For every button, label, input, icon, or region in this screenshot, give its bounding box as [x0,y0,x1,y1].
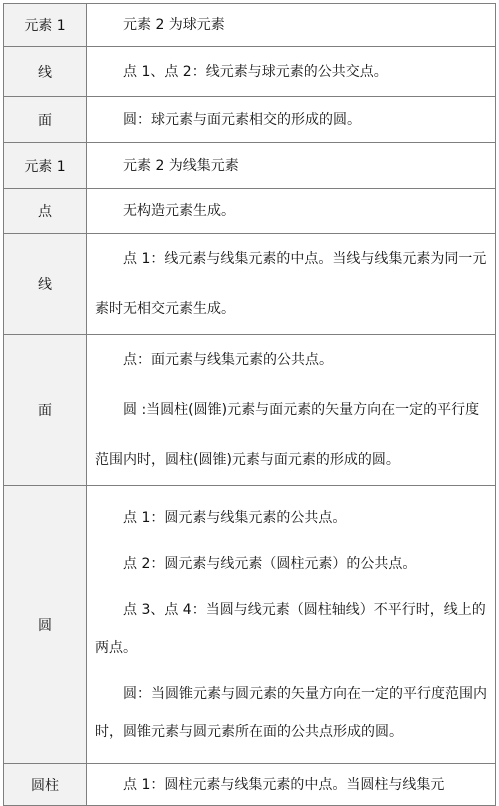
row-text: 点 1：线元素与线集元素的中点。当线与线集元素为同一元素时无相交元素生成。 [95,251,487,317]
row-description [87,486,496,764]
row-text: 元素 2 为线集元素 [123,157,239,174]
row-description [87,47,496,97]
row-text: 点：面元素与线集元素的公共点。 [123,352,333,368]
row-text: 点 2：圆元素与线元素（圆柱元素）的公共点。 [123,555,417,572]
row-text: 元素 2 为球元素 [123,17,225,33]
table-row [4,335,496,486]
row-text: 圆：当圆锥元素与圆元素的矢量方向在一定的平行度范围内时，圆锥元素与圆元素所在面的公共点形成的圆。 [95,685,487,740]
row-text: 点 1：圆元素与线集元素的公共点。 [123,509,347,526]
table-row [4,189,496,234]
row-description [87,189,496,234]
row-description [87,97,496,143]
row-description [87,234,496,335]
row-label: 线 [4,47,87,97]
row-label: 圆柱 [4,764,87,806]
table-row [4,764,496,806]
table-row [4,4,496,47]
element1-header: 元素 1 [4,4,87,47]
row-text: 无构造元素生成。 [123,203,235,219]
table-row [4,47,496,97]
table-row [4,143,496,189]
table-row [4,97,496,143]
element1-header: 元素 1 [4,143,87,189]
row-label: 点 [4,189,87,234]
spec-table [3,3,496,806]
row-label: 圆 [4,486,87,764]
table-row [4,486,496,764]
element2-header [87,4,496,47]
table-row [4,234,496,335]
row-label: 面 [4,335,87,486]
row-description [87,335,496,486]
row-text: 圆 :当圆柱(圆锥)元素与面元素的矢量方向在一定的平行度范围内时，圆柱(圆锥)元素与面元素的形成的圆。 [95,402,480,468]
row-label: 线 [4,234,87,335]
element2-header [87,143,496,189]
row-text: 点 3、点 4：当圆与线元素（圆柱轴线）不平行时，线上的两点。 [95,601,486,656]
row-text: 点 1：圆柱元素与线集元素的中点。当圆柱与线集元 [123,777,445,793]
row-text: 点 1、点 2：线元素与球元素的公共交点。 [123,63,388,80]
row-label: 面 [4,97,87,143]
row-description [87,764,496,806]
row-text: 圆：球元素与面元素相交的形成的圆。 [123,111,361,128]
